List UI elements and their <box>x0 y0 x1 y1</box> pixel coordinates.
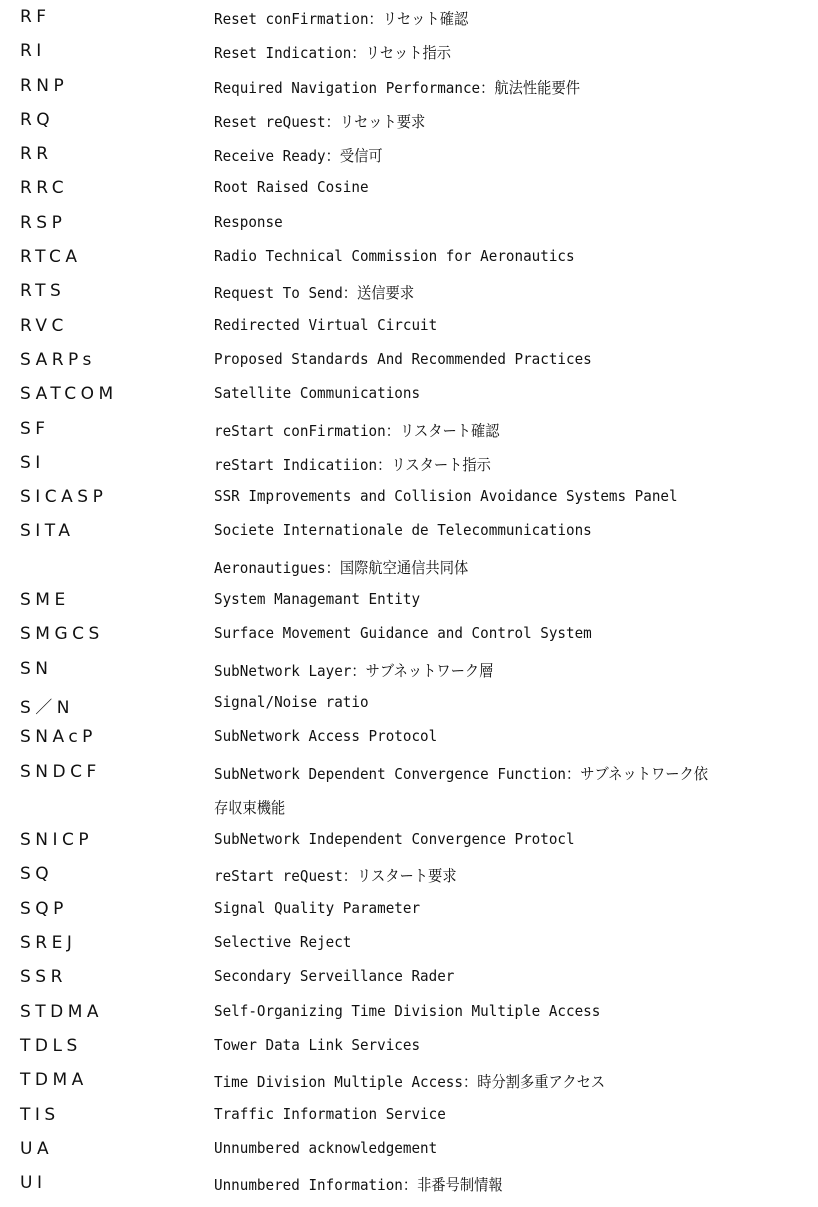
glossary-row <box>0 655 818 689</box>
glossary-row <box>0 37 818 71</box>
abbreviation: RSP <box>20 212 67 233</box>
abbreviation: SNDCF <box>20 761 101 782</box>
glossary-row <box>0 998 818 1032</box>
definition: Signal/Noise ratio <box>214 692 369 711</box>
glossary-row-continuation <box>0 792 818 826</box>
definition: Unnumbered Information：非番号制情報 <box>214 1176 503 1195</box>
glossary-row <box>0 689 818 723</box>
definition: reStart reQuest：リスタート要求 <box>214 867 457 886</box>
definition: Redirected Virtual Circuit <box>214 315 438 334</box>
glossary-row <box>0 243 818 277</box>
glossary-row <box>0 483 818 517</box>
glossary-row-continuation <box>0 552 818 586</box>
definition: Traffic Information Service <box>214 1104 446 1123</box>
glossary-row <box>0 1066 818 1100</box>
glossary-row <box>0 106 818 140</box>
abbreviation: RR <box>20 144 53 165</box>
glossary-row <box>0 723 818 757</box>
definition: System Managemant Entity <box>214 590 421 609</box>
definition: Societe Internationale de Telecommunications <box>214 521 592 540</box>
abbreviation: TIS <box>20 1104 60 1125</box>
abbreviation: SREJ <box>20 933 77 954</box>
definition: SSR Improvements and Collision Avoidance Systems Panel <box>214 487 678 506</box>
definition: SubNetwork Access Protocol <box>214 727 438 746</box>
abbreviation: SF <box>20 418 50 439</box>
definition: Request To Send：送信要求 <box>214 284 415 303</box>
abbreviation: SMGCS <box>20 624 104 645</box>
definition: Unnumbered acknowledgement <box>214 1138 438 1157</box>
abbreviation: S／N <box>20 697 75 718</box>
abbreviation: RTCA <box>20 247 82 268</box>
definition: Aeronautigues：国際航空通信共同体 <box>214 558 469 577</box>
glossary-row <box>0 620 818 654</box>
definition: Root Raised Cosine <box>214 178 369 197</box>
glossary-row <box>0 140 818 174</box>
glossary-row <box>0 277 818 311</box>
glossary-row <box>0 72 818 106</box>
abbreviation: UI <box>20 1173 47 1194</box>
abbreviation: SQ <box>20 864 54 885</box>
abbreviation: STDMA <box>20 1001 104 1022</box>
glossary-row <box>0 895 818 929</box>
definition: Time Division Multiple Access：時分割多重アクセス <box>214 1073 606 1092</box>
glossary-row <box>0 209 818 243</box>
definition: SubNetwork Layer：サブネットワーク層 <box>214 661 494 680</box>
abbreviation: RRC <box>20 178 69 199</box>
glossary-row <box>0 758 818 792</box>
glossary-row <box>0 963 818 997</box>
abbreviation: SI <box>20 452 45 473</box>
glossary-row <box>0 1169 818 1203</box>
definition: Response <box>214 212 283 231</box>
definition: Reset reQuest：リセット要求 <box>214 112 426 131</box>
glossary-row <box>0 826 818 860</box>
abbreviation: RQ <box>20 109 55 130</box>
abbreviation: SICASP <box>20 487 108 508</box>
definition: Selective Reject <box>214 933 352 952</box>
abbreviation: SARPs <box>20 349 96 370</box>
definition: Reset conFirmation：リセット確認 <box>214 10 469 28</box>
definition: Proposed Standards And Recommended Practices <box>214 349 592 368</box>
abbreviation: SSR <box>20 967 67 988</box>
abbreviation: TDLS <box>20 1035 82 1056</box>
abbreviation: TDMA <box>20 1070 88 1091</box>
definition: Tower Data Link Services <box>214 1035 421 1054</box>
definition: Radio Technical Commission for Aeronautics <box>214 247 575 266</box>
glossary-row <box>0 860 818 894</box>
definition: Surface Movement Guidance and Control System <box>214 624 592 643</box>
abbreviation: SQP <box>20 898 68 919</box>
definition: Required Navigation Performance：航法性能要件 <box>214 78 580 97</box>
abbreviation: SN <box>20 658 53 679</box>
definition: 存収束機能 <box>214 798 286 817</box>
glossary-row <box>0 449 818 483</box>
abbreviation: SATCOM <box>20 384 118 405</box>
glossary-row <box>0 1101 818 1135</box>
definition: Signal Quality Parameter <box>214 898 421 917</box>
glossary-row <box>0 1032 818 1066</box>
glossary-row <box>0 174 818 208</box>
definition: SubNetwork Dependent Convergence Function：サブネットワーク依 <box>214 764 709 783</box>
glossary-row <box>0 415 818 449</box>
definition: reStart conFirmation：リスタート確認 <box>214 421 500 440</box>
glossary-row <box>0 312 818 346</box>
abbreviation: UA <box>20 1138 54 1159</box>
abbreviation: SNICP <box>20 830 94 851</box>
definition: Receive Ready：受信可 <box>214 147 383 166</box>
abbreviation: RI <box>20 41 46 62</box>
abbreviation: SME <box>20 590 70 611</box>
abbreviation: RF <box>20 7 51 27</box>
abbreviation: RVC <box>20 315 68 336</box>
glossary-row <box>0 380 818 414</box>
abbreviation: RNP <box>20 75 69 96</box>
glossary-row <box>0 1135 818 1169</box>
glossary-row <box>0 929 818 963</box>
glossary-list <box>0 3 818 1203</box>
definition: Satellite Communications <box>214 384 421 403</box>
glossary-row <box>0 3 818 37</box>
definition: reStart Indicatiion：リスタート指示 <box>214 455 491 474</box>
definition: Reset Indication：リセット指示 <box>214 44 452 63</box>
abbreviation: RTS <box>20 281 66 302</box>
glossary-row <box>0 346 818 380</box>
glossary-row <box>0 586 818 620</box>
definition: Self-Organizing Time Division Multiple Access <box>214 1001 601 1020</box>
definition: SubNetwork Independent Convergence Protocl <box>214 830 575 849</box>
definition: Secondary Serveillance Rader <box>214 967 455 986</box>
glossary-row <box>0 517 818 551</box>
abbreviation: SITA <box>20 521 75 542</box>
abbreviation: SNAcP <box>20 727 97 748</box>
